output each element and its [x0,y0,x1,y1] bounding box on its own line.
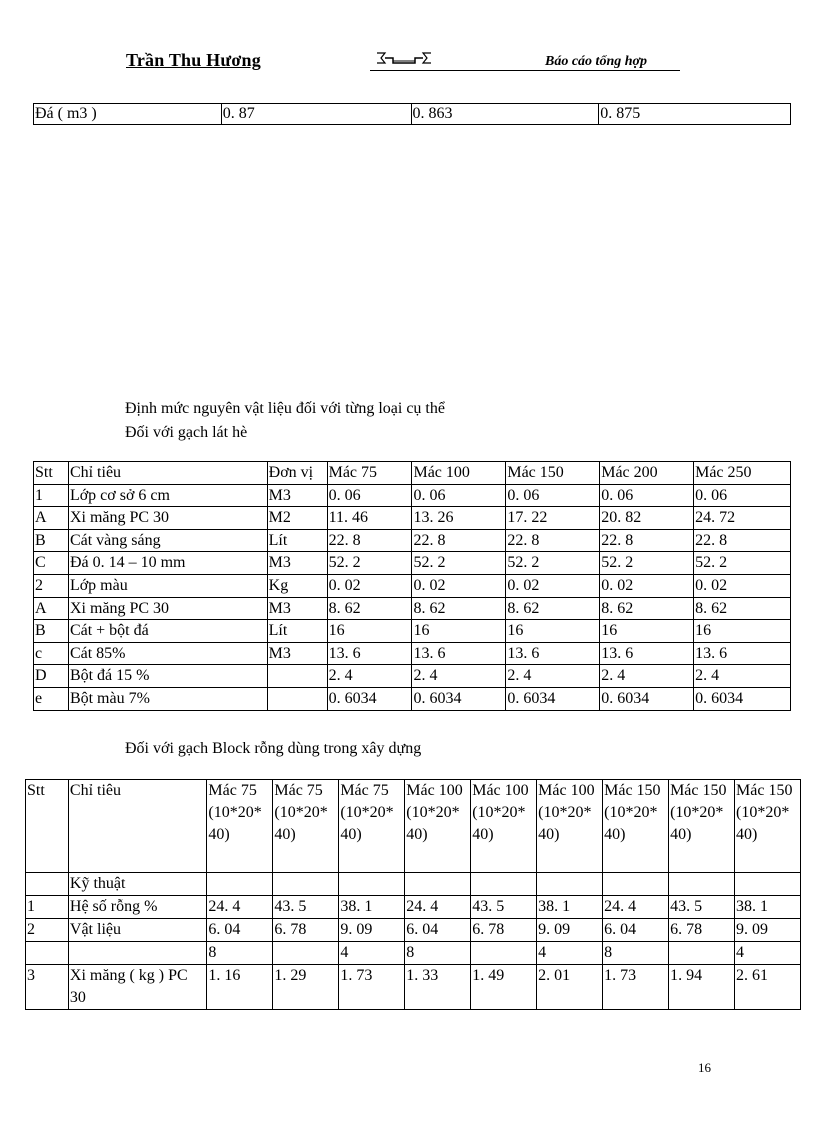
table-cell [537,873,603,896]
table-cell: Chỉ tiêu [68,780,207,873]
table-cell: M3 [267,484,327,507]
table-cell: Mác 250 [694,462,791,485]
table-cell: B [34,529,69,552]
table-cell: 8. 62 [694,597,791,620]
table-cell: Xi măng PC 30 [68,597,267,620]
paving-table [33,461,791,711]
table-cell: 1. 73 [339,965,405,1010]
table-cell: 9. 09 [339,919,405,942]
table-cell: Stt [26,780,69,873]
table-cell: Kỹ thuật [68,873,207,896]
table-cell: Mác 100 (10*20* 40) [471,780,537,873]
table-cell: 0. 87 [221,104,411,125]
table-cell: c [34,642,69,665]
table-row [34,687,791,710]
table-cell [669,942,735,965]
table-cell [207,873,273,896]
table-cell [405,873,471,896]
table-row [34,104,791,125]
table-cell: 17. 22 [506,507,600,530]
table-cell: 8. 62 [600,597,694,620]
table-cell: 16 [327,620,412,643]
table-cell [68,942,207,965]
table-row [34,574,791,597]
table-cell: Chỉ tiêu [68,462,267,485]
table-cell: M3 [267,642,327,665]
table-cell: Cát vàng sáng [68,529,267,552]
table-cell: 11. 46 [327,507,412,530]
table-cell: C [34,552,69,575]
table-cell: Stt [34,462,69,485]
author-name: Trần Thu Hương [126,50,261,70]
table-cell: 8. 62 [412,597,506,620]
table-cell: 8 [603,942,669,965]
table-cell: 8 [207,942,273,965]
table-cell: Xi măng PC 30 [68,507,267,530]
table-cell: 2. 4 [327,665,412,688]
table-cell: A [34,507,69,530]
table-cell: Mác 100 (10*20* 40) [537,780,603,873]
table-cell: Mác 75 (10*20* 40) [339,780,405,873]
table-cell: 6. 78 [471,919,537,942]
block-table [25,779,801,1010]
table-cell: 1 [34,484,69,507]
table-cell: 3 [26,965,69,1010]
table-header-row [34,462,791,485]
table-cell: 0. 02 [412,574,506,597]
table-cell: 24. 4 [405,896,471,919]
table-cell: 1. 33 [405,965,471,1010]
table-cell: 0. 6034 [327,687,412,710]
table-cell: Lớp màu [68,574,267,597]
table-cell: 9. 09 [735,919,801,942]
table-cell: Mác 200 [600,462,694,485]
table-cell: 22. 8 [694,529,791,552]
table-cell: 0. 6034 [412,687,506,710]
table-cell: 2. 4 [412,665,506,688]
table-cell: Mác 75 [327,462,412,485]
table-cell [603,873,669,896]
table-cell: Lít [267,529,327,552]
section-heading: Định mức nguyên vật liệu đối với từng loại cụ thể [125,400,445,417]
table-cell: 52. 2 [412,552,506,575]
table-cell: 0. 02 [327,574,412,597]
block-heading: Đối với gạch Block rỗng dùng trong xây dựng [125,740,422,757]
table-cell: 16 [412,620,506,643]
table-cell: Kg [267,574,327,597]
table-row [34,642,791,665]
table-cell: 8. 62 [327,597,412,620]
table-cell: Cát 85% [68,642,267,665]
table-row [34,552,791,575]
table-row [34,620,791,643]
table-cell: Lít [267,620,327,643]
table-cell: 13. 6 [412,642,506,665]
table-cell: 22. 8 [600,529,694,552]
table-cell: 0. 6034 [506,687,600,710]
table-cell [267,687,327,710]
table-cell: 13. 6 [506,642,600,665]
table-cell: 6. 04 [207,919,273,942]
table-cell: 1. 29 [273,965,339,1010]
table-cell [339,873,405,896]
table-cell: Xi măng ( kg ) PC 30 [68,965,207,1010]
table-cell: 0. 06 [506,484,600,507]
table-cell: M2 [267,507,327,530]
table-cell: 4 [735,942,801,965]
table-cell: 0. 6034 [600,687,694,710]
table-row [26,942,801,965]
ornament-icon [375,50,433,66]
table-cell: Đá ( m3 ) [34,104,222,125]
table-row [34,484,791,507]
table-cell [471,873,537,896]
table-cell: 13. 26 [412,507,506,530]
table-cell [26,873,69,896]
table-cell: 0. 6034 [694,687,791,710]
table-cell: 8 [405,942,471,965]
table-cell: e [34,687,69,710]
table-cell: 0. 02 [600,574,694,597]
table-cell: 52. 2 [327,552,412,575]
table-cell: 52. 2 [506,552,600,575]
table-cell: 22. 8 [412,529,506,552]
table-cell: 2. 4 [600,665,694,688]
table-cell: 0. 06 [694,484,791,507]
table-cell: Mác 100 (10*20* 40) [405,780,471,873]
table-cell: Bột màu 7% [68,687,267,710]
table-cell: 0. 06 [327,484,412,507]
table-cell: Lớp cơ sở 6 cm [68,484,267,507]
table-cell: Mác 150 (10*20* 40) [603,780,669,873]
table-cell: 24. 4 [207,896,273,919]
table-cell: 2 [34,574,69,597]
table-cell: Bột đá 15 % [68,665,267,688]
table-row [26,965,801,1010]
table-cell: 38. 1 [537,896,603,919]
table-cell: 0. 863 [411,104,599,125]
table-cell: 1. 16 [207,965,273,1010]
table-row [34,597,791,620]
table-cell: Mác 150 (10*20* 40) [669,780,735,873]
report-title: Báo cáo tổng hợp [545,54,648,69]
table-cell: 0. 875 [599,104,791,125]
table-cell: 2. 4 [694,665,791,688]
table-cell: 6. 04 [405,919,471,942]
table-cell: Mác 75 (10*20* 40) [207,780,273,873]
table-cell: Đơn vị [267,462,327,485]
table-row [34,529,791,552]
table-cell: 6. 78 [273,919,339,942]
table-cell: 8. 62 [506,597,600,620]
table-cell: 2. 61 [735,965,801,1010]
table-cell: 4 [537,942,603,965]
table-cell: 22. 8 [506,529,600,552]
table-cell: 1. 49 [471,965,537,1010]
table-cell: 1 [26,896,69,919]
table-cell: 2. 01 [537,965,603,1010]
table-cell: 16 [506,620,600,643]
table-cell [669,873,735,896]
table-cell: 24. 72 [694,507,791,530]
table-cell: 13. 6 [694,642,791,665]
table-row [26,873,801,896]
table-row [34,665,791,688]
table-cell: Mác 150 [506,462,600,485]
table-cell: 13. 6 [327,642,412,665]
table-cell: 2 [26,919,69,942]
table-cell: 2. 4 [506,665,600,688]
table-cell [273,942,339,965]
table-cell: 52. 2 [694,552,791,575]
table-cell: 22. 8 [327,529,412,552]
table-cell: 38. 1 [735,896,801,919]
table-cell [273,873,339,896]
table-row [26,919,801,942]
table-cell: M3 [267,597,327,620]
table-cell: 24. 4 [603,896,669,919]
paving-heading: Đối với gạch lát hè [125,424,248,441]
table-cell: 13. 6 [600,642,694,665]
table-cell: 6. 04 [603,919,669,942]
table-cell: 43. 5 [471,896,537,919]
table-cell: B [34,620,69,643]
table-cell: Cát + bột đá [68,620,267,643]
table-cell: 38. 1 [339,896,405,919]
table-cell: D [34,665,69,688]
table-cell: 9. 09 [537,919,603,942]
table-cell: Mác 100 [412,462,506,485]
table-cell: 0. 06 [412,484,506,507]
table-cell [471,942,537,965]
table-cell [26,942,69,965]
table-cell: 16 [600,620,694,643]
table-cell: 0. 02 [694,574,791,597]
table-cell: Mác 150 (10*20* 40) [735,780,801,873]
table-cell: 1. 73 [603,965,669,1010]
table-row [34,507,791,530]
table-cell: Vật liệu [68,919,207,942]
table-cell: M3 [267,552,327,575]
table-cell: 0. 06 [600,484,694,507]
table-cell: Hệ số rỗng % [68,896,207,919]
table-cell: 6. 78 [669,919,735,942]
table-cell: A [34,597,69,620]
top-table [33,103,791,125]
table-cell: 43. 5 [669,896,735,919]
table-cell: 43. 5 [273,896,339,919]
table-cell: 16 [694,620,791,643]
table-cell: 0. 02 [506,574,600,597]
header-rule [370,70,680,71]
table-cell: Đá 0. 14 – 10 mm [68,552,267,575]
table-cell: 4 [339,942,405,965]
table-cell: 20. 82 [600,507,694,530]
table-header-row [26,780,801,873]
table-cell: 1. 94 [669,965,735,1010]
table-cell [267,665,327,688]
page-number: 16 [698,1060,711,1075]
table-row [26,896,801,919]
table-cell: Mác 75 (10*20* 40) [273,780,339,873]
table-cell: 52. 2 [600,552,694,575]
table-cell [735,873,801,896]
